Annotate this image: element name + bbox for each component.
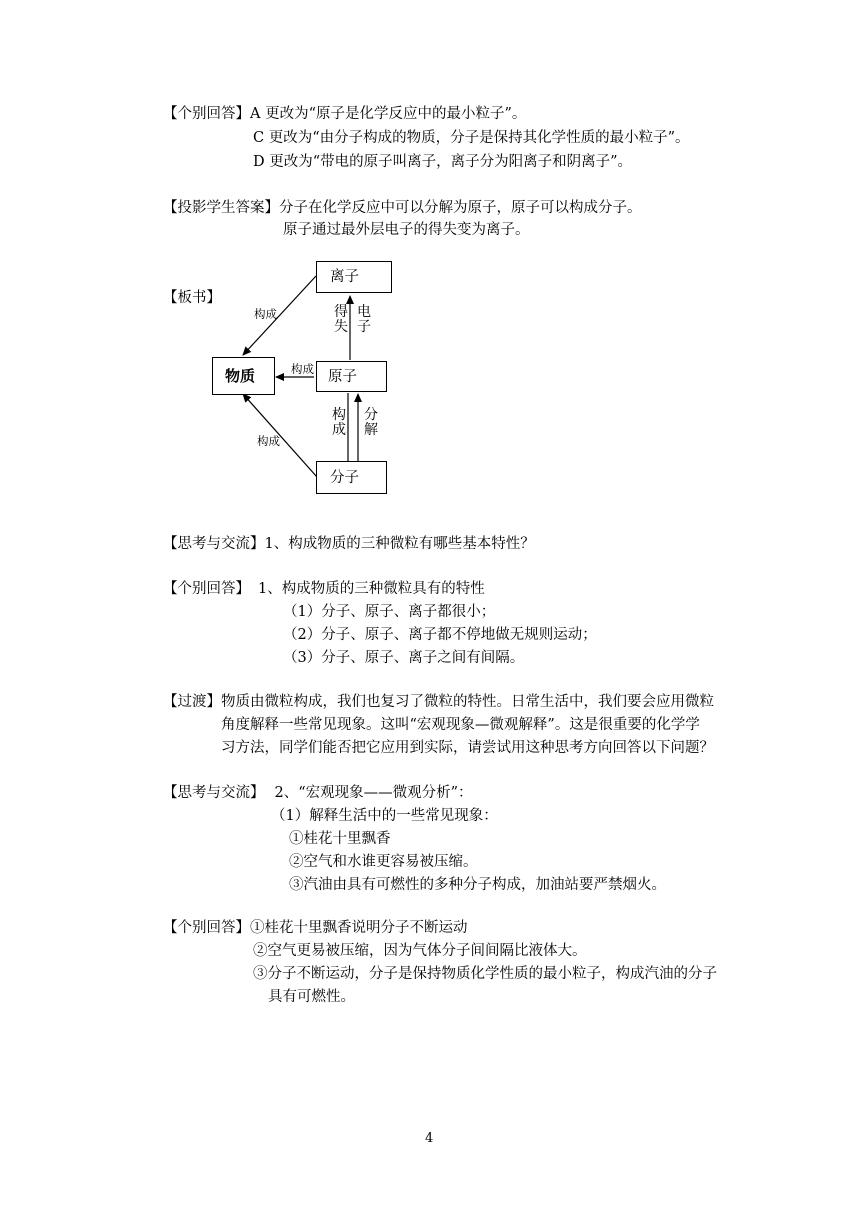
label-ion-compose: 构成 xyxy=(254,307,277,321)
think-exchange-2: 【思考与交流】 2、“宏观现象——微观分析”： xyxy=(163,785,473,801)
phenomenon-1: ①桂花十里飘香 xyxy=(289,831,391,847)
phenomena-intro: （1）解释生活中的一些常见现象： xyxy=(271,808,498,824)
trait-3: （3）分子、原子、离子之间有间隔。 xyxy=(283,650,525,666)
trait-1: （1）分子、原子、离子都很小； xyxy=(283,604,496,620)
ion-box: 离子 xyxy=(316,261,392,293)
label-gain-loss: 得失 xyxy=(334,304,348,335)
trait-2: （2）分子、原子、离子都不停地做无规则运动； xyxy=(283,627,597,643)
explanation-3-cont: 具有可燃性。 xyxy=(268,989,355,1005)
think-exchange-1: 【思考与交流】1、构成物质的三种微粒有哪些基本特性？ xyxy=(163,536,535,552)
page-number: 4 xyxy=(425,1131,434,1146)
label-compose: 构成 xyxy=(332,407,346,438)
molecule-box: 分子 xyxy=(316,461,387,494)
explanation-3: ③分子不断运动，分子是保持物质化学性质的最小粒子，构成汽油的分子 xyxy=(253,966,717,982)
label-electron: 电子 xyxy=(357,304,371,335)
projection-heading: 【投影学生答案】分子在化学反应中可以分解为原子，原子可以构成分子。 xyxy=(163,200,642,216)
explanation-2: ②空气更易被压缩，因为气体分子间间隔比液体大。 xyxy=(253,943,587,959)
phenomenon-2: ②空气和水谁更容易被压缩。 xyxy=(289,854,478,870)
phenomenon-3: ③汽油由具有可燃性的多种分子构成，加油站要严禁烟火。 xyxy=(289,877,666,893)
label-atom-compose: 构成 xyxy=(291,362,314,376)
projection-line-2: 原子通过最外层电子的得失变为离子。 xyxy=(283,222,530,238)
label-decompose: 分解 xyxy=(364,407,378,438)
answer-line-c: C 更改为“由分子构成的物质，分子是保持其化学性质的最小粒子”。 xyxy=(253,130,690,146)
board-heading: 【板书】 xyxy=(163,290,221,306)
matter-box: 物质 xyxy=(212,357,275,395)
atom-box: 原子 xyxy=(316,361,387,392)
transition-heading: 【过渡】物质由微粒构成，我们也复习了微粒的特性。日常生活中，我们要会应用微粒 xyxy=(163,694,714,710)
label-molecule-compose: 构成 xyxy=(257,434,280,448)
answer-heading-1: 【个别回答】A 更改为“原子是化学反应中的最小粒子”。 xyxy=(163,106,527,122)
transition-line-2: 角度解释一些常见现象。这叫“宏观现象—微观解释”。这是很重要的化学学 xyxy=(221,717,700,733)
answer-heading-3: 【个别回答】①桂花十里飘香说明分子不断运动 xyxy=(163,920,468,936)
transition-line-3: 习方法，同学们能否把它应用到实际，请尝试用这种思考方向回答以下问题？ xyxy=(221,740,714,756)
answer-heading-2: 【个别回答】 1、构成物质的三种微粒具有的特性 xyxy=(163,581,485,597)
answer-line-d: D 更改为“带电的原子叫离子，离子分为阳离子和阴离子”。 xyxy=(253,154,633,170)
